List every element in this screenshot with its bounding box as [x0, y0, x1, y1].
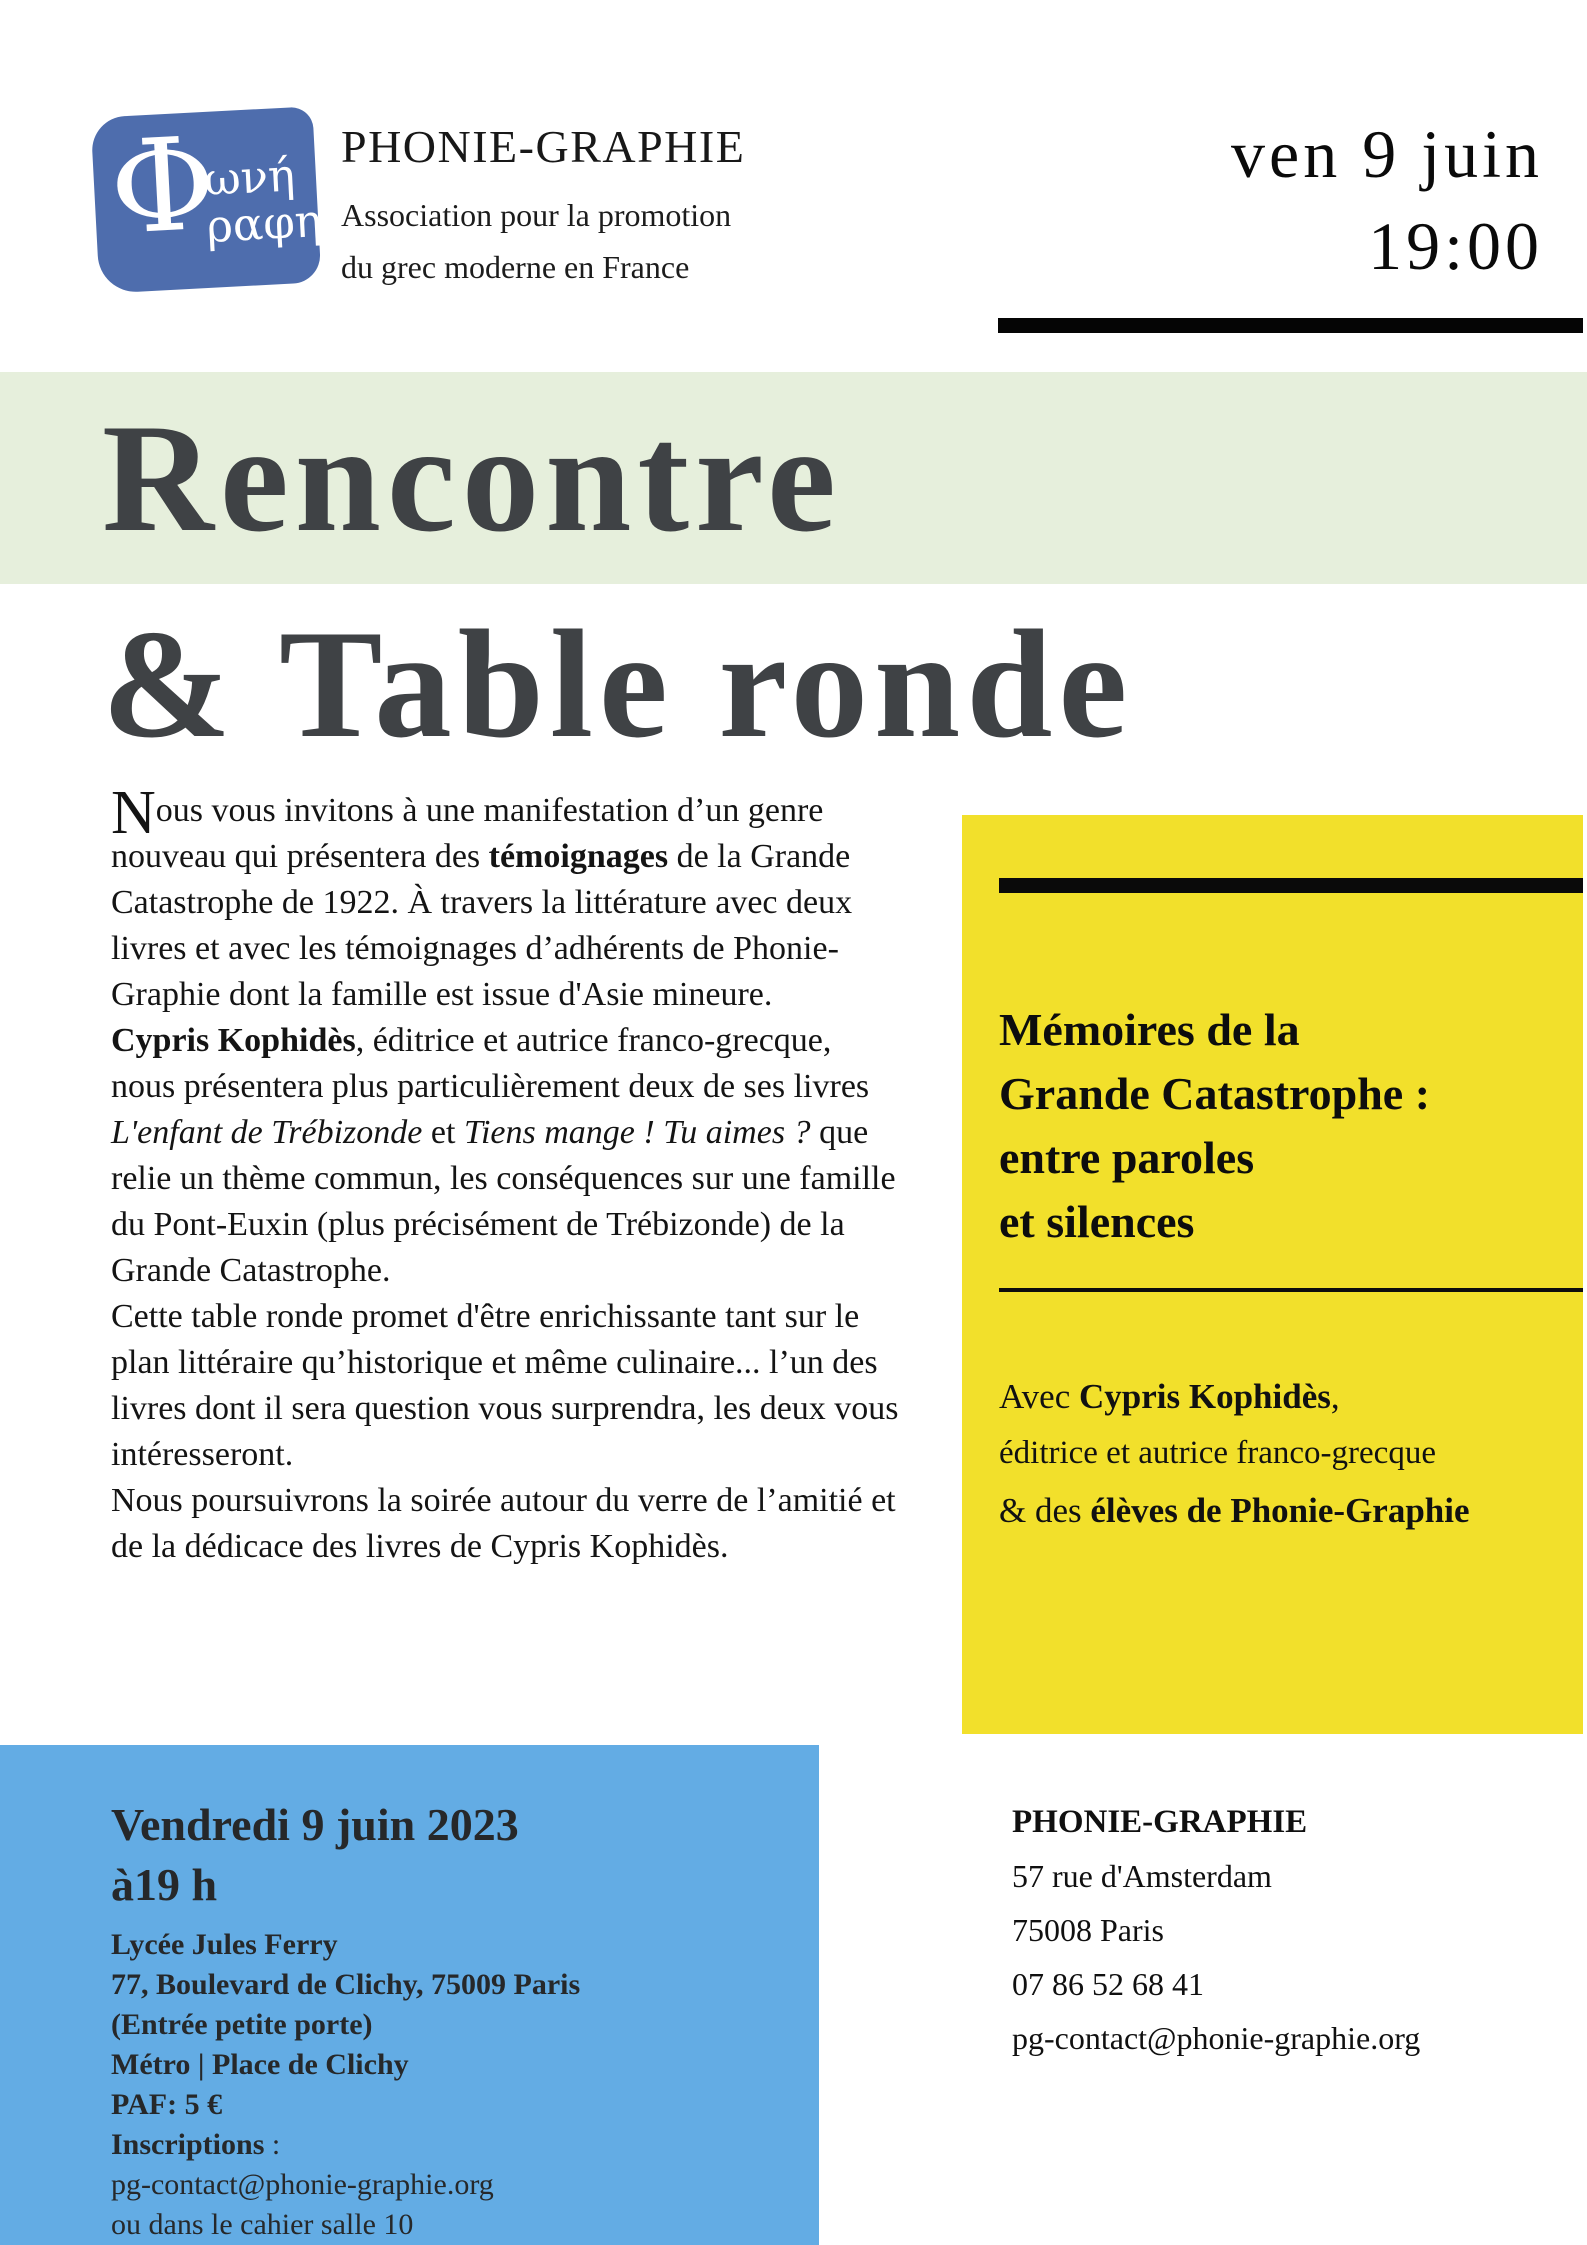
- brand-block: [341, 122, 745, 293]
- students-prefix: & des: [999, 1491, 1091, 1530]
- inscriptions-colon: :: [264, 2128, 281, 2161]
- contact-phone: 07 86 52 68 41: [1012, 1966, 1204, 2002]
- p1-bold: témoignages: [488, 838, 669, 875]
- brand-subtitle-line2: du grec moderne en France: [341, 248, 690, 285]
- venue-inscriptions: [111, 2125, 580, 2165]
- venue-name: Lycée Jules Ferry: [111, 1928, 338, 1961]
- event-title-line1: Mémoires de la: [999, 1004, 1300, 1055]
- event-title-line3: entre paroles: [999, 1132, 1255, 1183]
- hero-title-line2: & Table ronde: [102, 598, 1134, 770]
- dropcap-initial: N: [111, 779, 156, 847]
- contact-city: 75008 Paris: [1012, 1912, 1164, 1948]
- speaker-name: Cypris Kophidès: [1079, 1377, 1331, 1416]
- students-bold: élèves de Phonie-Graphie: [1090, 1491, 1470, 1530]
- contact-name: PHONIE-GRAPHIE: [1012, 1804, 1308, 1840]
- p2-text-end: que relie un thème commun, les conséquences sur une famille du Pont-Euxin (plus précisément de Trébizonde) de la Grande Catastrophe.: [111, 1114, 896, 1289]
- intro-text: [111, 779, 903, 1570]
- event-title-line2: Grande Catastrophe :: [999, 1068, 1431, 1119]
- brand-title: PHONIE-GRAPHIE: [341, 121, 746, 172]
- p1-text-end: de la Grande Catastrophe de 1922. À travers la littérature avec deux livres et avec les témoignages d’adhérents de Phonie-Graphie dont la famille est issue d'Asie mineure.: [111, 838, 853, 1013]
- speaker-line: [999, 1368, 1470, 1425]
- event-panel: [962, 815, 1583, 1734]
- avec-suffix: ,: [1330, 1377, 1340, 1416]
- event-date: ven 9 juin: [1231, 116, 1543, 192]
- brand-subtitle-line1: Association pour la promotion: [341, 196, 732, 233]
- venue-address: 77, Boulevard de Clichy, 75009 Paris: [111, 1968, 581, 2001]
- hero-title-line1: Rencontre: [102, 392, 842, 564]
- p2-text: , éditrice et autrice franco-grecque, nous présentera plus particulièrement deux de ses livres: [111, 1022, 870, 1105]
- venue-notebook: ou dans le cahier salle 10: [111, 2208, 414, 2241]
- speakers-students-line: [999, 1482, 1470, 1539]
- contact-email: pg-contact@phonie-graphie.org: [1012, 2020, 1421, 2056]
- p2-book1-italic: L'enfant de Trébizonde: [111, 1114, 423, 1151]
- p2-author-bold: Cypris Kophidès: [111, 1022, 356, 1059]
- logo-greek-line2: ραφη: [205, 194, 323, 253]
- speaker-role: éditrice et autrice franco-grecque: [999, 1435, 1436, 1471]
- event-panel-top-rule: [999, 878, 1583, 893]
- venue-price: PAF: 5 €: [111, 2088, 223, 2121]
- venue-heading: [111, 1795, 519, 1915]
- venue-entrance: (Entrée petite porte): [111, 2008, 373, 2041]
- paragraph-3: Cette table ronde promet d'être enrichissante tant sur le plan littéraire qu’historique et même culinaire... l’un des livres dont il sera question vous surprendra, les deux vous intéresseront.: [111, 1298, 899, 1473]
- paragraph-4: Nous poursuivrons la soirée autour du verre de l’amitié et de la dédicace des livres de Cypris Kophidès.: [111, 1482, 896, 1565]
- paragraph-1: [111, 779, 903, 1018]
- event-datetime: [1231, 108, 1543, 292]
- contact-block: [1012, 1795, 1420, 2065]
- event-speakers: [999, 1368, 1470, 1539]
- venue-metro: Métro | Place de Clichy: [111, 2048, 409, 2081]
- p2-book2-italic: Tiens mange ! Tu aimes ?: [463, 1114, 811, 1151]
- contact-street: 57 rue d'Amsterdam: [1012, 1858, 1272, 1894]
- top-black-rule: [998, 318, 1583, 333]
- event-time: 19:00: [1368, 208, 1543, 284]
- p1-text: ous vous invitons à une manifestation d’un genre nouveau qui présentera des: [111, 792, 824, 875]
- p2-text-mid: et: [422, 1114, 464, 1151]
- avec-prefix: Avec: [999, 1377, 1079, 1416]
- venue-details: [111, 1925, 580, 2245]
- event-title-line4: et silences: [999, 1196, 1195, 1247]
- inscriptions-label: Inscriptions: [111, 2128, 265, 2161]
- event-panel-divider: [999, 1288, 1583, 1292]
- logo-greek-line1: ωνή: [202, 148, 297, 207]
- phonie-graphie-logo: [91, 106, 322, 293]
- paragraph-2: [111, 1018, 903, 1294]
- venue-email: pg-contact@phonie-graphie.org: [111, 2168, 494, 2201]
- logo-phi-glyph: Φ: [106, 109, 220, 264]
- logo-greek-text: [202, 148, 323, 253]
- venue-hour: à19 h: [111, 1859, 218, 1910]
- brand-subtitle: [341, 189, 745, 293]
- event-title: [999, 998, 1430, 1254]
- venue-date: Vendredi 9 juin 2023: [111, 1799, 519, 1850]
